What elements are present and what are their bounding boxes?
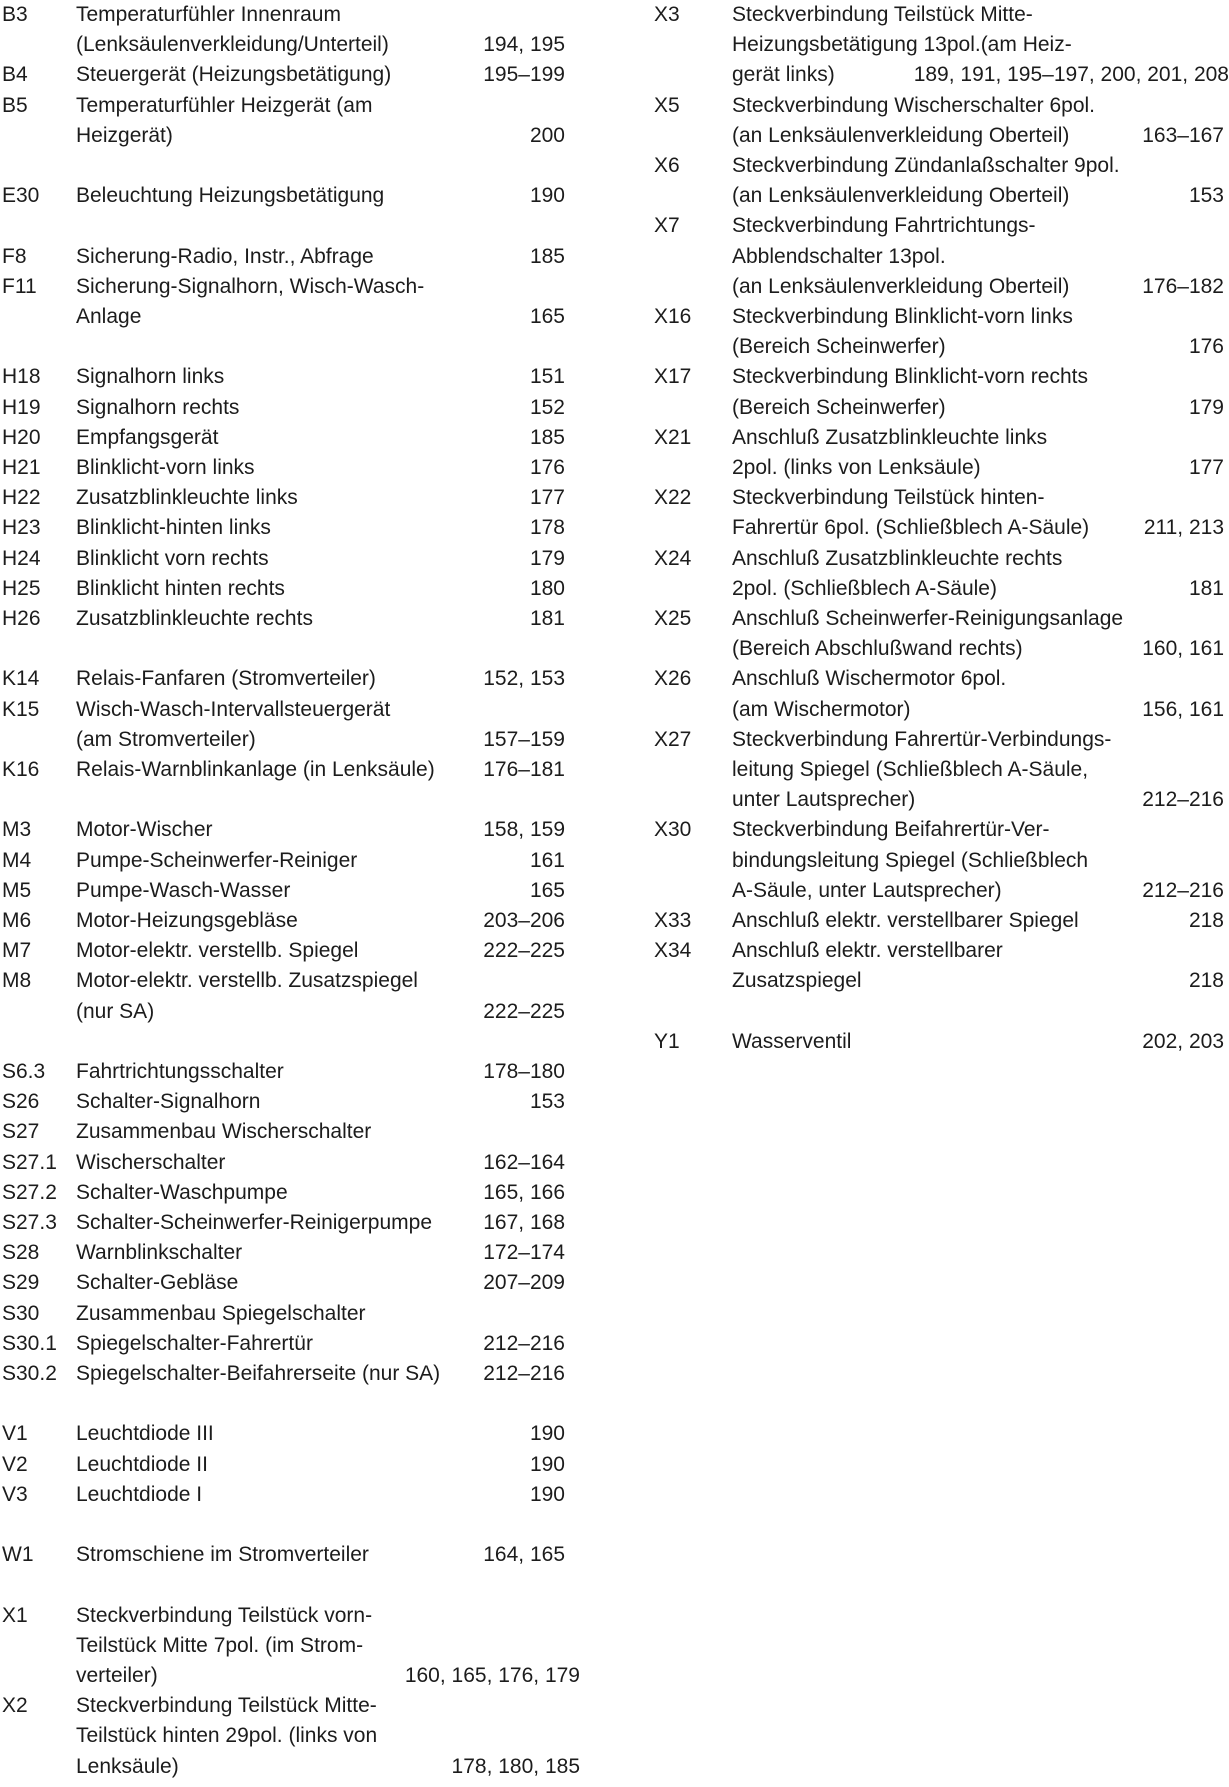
index-entry	[652, 544, 1229, 604]
entry-pages: 152	[529, 395, 565, 419]
entry-description-line: Steckverbindung Fahrtrichtungs-	[732, 214, 1036, 238]
entry-description-line: Wischerschalter	[76, 1150, 226, 1174]
entry-description-line: Blinklicht hinten rechts	[76, 576, 285, 600]
entry-description-line: Blinklicht-hinten links	[76, 516, 271, 540]
entry-pages: 176	[529, 456, 565, 479]
entry-pages: 153	[529, 1090, 565, 1114]
entry-description-line: Fahrertür 6pol. (Schließblech A-Säule)	[732, 516, 1090, 540]
entry-description-line: verteiler)	[76, 1663, 158, 1687]
entry-pages: 212–216	[1142, 878, 1224, 902]
entry-code: F8	[2, 244, 27, 268]
index-entry	[0, 1691, 590, 1782]
index-entry	[652, 725, 1229, 816]
entry-pages: 160, 161	[1142, 637, 1224, 661]
entry-description-line: Wasserventil	[732, 1029, 852, 1053]
entry-description-line: Signalhorn rechts	[76, 395, 240, 419]
entry-description-line: (Bereich Abschlußwand rechts)	[732, 637, 1023, 661]
entry-description-line: Anschluß Wischermotor 6pol.	[732, 667, 1007, 691]
entry-description-line: Zusammenbau Wischerschalter	[76, 1120, 372, 1144]
entry-pages: 165	[529, 304, 565, 328]
entry-description-line: Blinklicht-vorn links	[76, 456, 255, 479]
entry-code: M7	[2, 939, 32, 963]
entry-description-line: Steckverbindung Wischerschalter 6pol.	[732, 93, 1096, 117]
index-entry	[0, 453, 590, 483]
entry-code: S27.2	[2, 1180, 57, 1204]
index-entry	[0, 1238, 590, 1268]
index-entry	[0, 1057, 590, 1087]
index-entry	[0, 362, 590, 392]
index-entry	[0, 966, 590, 1026]
entry-code: K16	[2, 758, 40, 781]
index-entry	[0, 1329, 590, 1359]
entry-code: M4	[2, 848, 32, 872]
entry-pages: 180	[529, 576, 565, 600]
entry-description-line: (an Lenksäulenverkleidung Oberteil)	[732, 274, 1070, 298]
entry-code: V3	[2, 1482, 28, 1506]
entry-description-line: Teilstück Mitte 7pol. (im Strom-	[76, 1633, 364, 1657]
index-entry	[0, 1268, 590, 1298]
entry-code: V1	[2, 1422, 28, 1446]
entry-description-line: Heizungsbetätigung 13pol.(am Heiz-	[732, 33, 1072, 57]
index-entry	[0, 393, 590, 423]
entry-pages: 151	[529, 365, 565, 389]
index-entry	[0, 513, 590, 543]
index-entry	[652, 664, 1229, 724]
entry-description-line: Heizgerät)	[76, 123, 173, 147]
entry-code: B3	[2, 3, 28, 26]
entry-description-line: Motor-Wischer	[76, 818, 213, 842]
entry-code: X6	[654, 154, 680, 177]
entry-code: H24	[2, 546, 41, 570]
entry-pages: 165, 166	[483, 1180, 565, 1204]
entry-code: H25	[2, 576, 41, 600]
entry-pages: 211, 213	[1143, 516, 1224, 540]
index-entry	[652, 151, 1229, 211]
entry-description-line: Zusammenbau Spiegelschalter	[76, 1301, 366, 1325]
entry-description-line: Anschluß elektr. verstellbarer Spiegel	[732, 909, 1079, 932]
entry-pages: 178, 180, 185	[451, 1754, 580, 1778]
index-entry	[652, 1027, 1229, 1057]
index-entry	[0, 1480, 590, 1510]
entry-pages: 176–181	[483, 758, 565, 781]
entry-code: S27.3	[2, 1211, 57, 1234]
entry-description-line: Relais-Fanfaren (Stromverteiler)	[76, 667, 376, 691]
entry-description-line: Beleuchtung Heizungsbetätigung	[76, 184, 385, 208]
entry-pages: 177	[529, 486, 565, 510]
entry-description-line: Sicherung-Radio, Instr., Abfrage	[76, 244, 374, 268]
index-entry	[0, 604, 590, 634]
entry-code: H19	[2, 395, 41, 419]
entry-code: M8	[2, 969, 32, 993]
index-entry	[652, 211, 1229, 302]
entry-description-line: Schalter-Scheinwerfer-Reinigerpumpe	[76, 1211, 432, 1234]
entry-pages: 178–180	[483, 1060, 565, 1083]
entry-pages: 176	[1188, 335, 1224, 359]
entry-description-line: Steckverbindung Teilstück Mitte-	[76, 1694, 377, 1718]
entry-pages: 212–216	[483, 1331, 565, 1355]
entry-pages: 195–199	[483, 63, 565, 87]
index-entry	[0, 1208, 590, 1238]
entry-description-line: Motor-Heizungsgebläse	[76, 909, 298, 932]
index-entry	[0, 695, 590, 755]
entry-description-line: Wisch-Wasch-Intervallsteuergerät	[76, 697, 391, 721]
entry-code: W1	[2, 1543, 34, 1567]
index-entry	[0, 181, 590, 211]
entry-pages: 218	[1188, 909, 1224, 932]
entry-description-line: Steckverbindung Teilstück hinten-	[732, 486, 1045, 510]
entry-code: S30.1	[2, 1331, 57, 1355]
entry-pages: 190	[529, 184, 565, 208]
entry-code: X5	[654, 93, 680, 117]
entry-description-line: Temperaturfühler Innenraum	[76, 3, 341, 26]
entry-pages: 190	[529, 1482, 565, 1506]
entry-description-line: gerät links)	[732, 63, 835, 87]
entry-code: H22	[2, 486, 41, 510]
entry-code: S28	[2, 1241, 40, 1265]
index-entry	[0, 272, 590, 332]
entry-description-line: (Bereich Scheinwerfer)	[732, 335, 946, 359]
index-entry	[652, 0, 1229, 91]
index-entry	[0, 1299, 590, 1329]
entry-code: X1	[2, 1603, 28, 1627]
entry-description-line: Leuchtdiode I	[76, 1482, 203, 1506]
entry-pages: 200	[529, 123, 565, 147]
entry-description-line: (Bereich Scheinwerfer)	[732, 395, 946, 419]
entry-pages: 153	[1188, 184, 1224, 208]
entry-description-line: Spiegelschalter-Fahrertür	[76, 1331, 313, 1355]
entry-code: K15	[2, 697, 40, 721]
entry-description-line: Zusatzblinkleuchte links	[76, 486, 298, 510]
entry-pages: 172–174	[483, 1241, 565, 1265]
entry-description-line: Teilstück hinten 29pol. (links von	[76, 1724, 378, 1748]
entry-pages: 212–216	[1142, 788, 1224, 812]
index-entry	[0, 242, 590, 272]
entry-description-line: Schalter-Waschpumpe	[76, 1180, 288, 1204]
entry-description-line: (an Lenksäulenverkleidung Oberteil)	[732, 184, 1070, 208]
index-entry	[652, 423, 1229, 483]
index-entry	[652, 302, 1229, 362]
entry-pages: 158, 159	[483, 818, 565, 842]
entry-code: H21	[2, 456, 41, 479]
entry-code: M5	[2, 878, 32, 902]
entry-code: K14	[2, 667, 40, 691]
entry-pages: 185	[529, 244, 565, 268]
entry-code: M3	[2, 818, 32, 842]
index-entry	[0, 1450, 590, 1480]
entry-description-line: Schalter-Signalhorn	[76, 1090, 261, 1114]
entry-description-line: Anschluß Zusatzblinkleuchte rechts	[732, 546, 1063, 570]
entry-pages: 189, 191, 195–197, 200, 201, 208	[913, 63, 1229, 87]
index-entry	[0, 544, 590, 574]
entry-description-line: leitung Spiegel (Schließblech A-Säule,	[732, 757, 1089, 781]
entry-code: X33	[654, 909, 692, 932]
entry-description-line: (nur SA)	[76, 999, 155, 1023]
entry-code: X26	[654, 667, 692, 691]
index-entry	[0, 755, 590, 785]
entry-pages: 161	[529, 848, 565, 872]
index-entry	[652, 91, 1229, 151]
entry-code: S30.2	[2, 1362, 57, 1385]
entry-description-line: Steckverbindung Zündanlaßschalter 9pol.	[732, 154, 1120, 177]
entry-code: X16	[654, 305, 692, 328]
entry-pages: 167, 168	[483, 1211, 565, 1234]
entry-pages: 163–167	[1142, 123, 1224, 147]
entry-description-line: Empfangsgerät	[76, 425, 219, 449]
index-entry	[0, 1148, 590, 1178]
entry-description-line: Blinklicht vorn rechts	[76, 546, 269, 570]
entry-code: H18	[2, 365, 41, 389]
entry-pages: 212–216	[483, 1362, 565, 1385]
entry-description-line: Anlage	[76, 304, 142, 328]
entry-code: S29	[2, 1271, 40, 1295]
entry-pages: 178	[529, 516, 565, 540]
entry-description-line: unter Lautsprecher)	[732, 788, 916, 812]
entry-code: X7	[654, 214, 680, 238]
entry-code: Y1	[654, 1029, 680, 1053]
entry-description-line: Steckverbindung Fahrertür-Verbindungs-	[732, 727, 1112, 751]
entry-code: X30	[654, 818, 692, 842]
index-entry	[652, 362, 1229, 422]
entry-pages: 179	[529, 546, 565, 570]
entry-code: M6	[2, 909, 32, 932]
entry-description-line: bindungsleitung Spiegel (Schließblech	[732, 848, 1089, 872]
entry-code: S27.1	[2, 1150, 57, 1174]
entry-description-line: (an Lenksäulenverkleidung Oberteil)	[732, 123, 1070, 147]
entry-code: V2	[2, 1452, 28, 1476]
entry-pages: 222–225	[483, 939, 565, 963]
entry-description-line: 2pol. (Schließblech A-Säule)	[732, 576, 997, 600]
entry-description-line: Pumpe-Wasch-Wasser	[76, 878, 291, 902]
entry-code: S6.3	[2, 1060, 46, 1083]
entry-pages: 165	[529, 878, 565, 902]
entry-code: B4	[2, 63, 28, 87]
entry-description-line: Sicherung-Signalhorn, Wisch-Wasch-	[76, 274, 425, 298]
index-entry	[652, 483, 1229, 543]
index-entry	[0, 1601, 590, 1692]
entry-code: X2	[2, 1694, 28, 1718]
entry-code: X21	[654, 425, 692, 449]
entry-description-line: Pumpe-Scheinwerfer-Reiniger	[76, 848, 358, 872]
entry-description-line: Stromschiene im Stromverteiler	[76, 1543, 369, 1567]
index-entry	[0, 1419, 590, 1449]
entry-description-line: (Lenksäulenverkleidung/Unterteil)	[76, 33, 389, 57]
entry-code: X22	[654, 486, 692, 510]
entry-pages: 202, 203	[1142, 1029, 1224, 1053]
entry-description-line: Anschluß Zusatzblinkleuchte links	[732, 425, 1048, 449]
entry-code: X17	[654, 365, 692, 389]
entry-pages: 185	[529, 425, 565, 449]
entry-description-line: 2pol. (links von Lenksäule)	[732, 455, 981, 479]
entry-pages: 157–159	[483, 727, 565, 751]
index-entry	[0, 1178, 590, 1208]
entry-pages: 181	[529, 607, 565, 630]
entry-pages: 162–164	[483, 1150, 565, 1174]
index-entry	[0, 483, 590, 513]
index-entry	[0, 0, 590, 60]
entry-description-line: A-Säule, unter Lautsprecher)	[732, 878, 1002, 902]
entry-code: X25	[654, 607, 692, 630]
entry-description-line: Warnblinkschalter	[76, 1241, 243, 1265]
entry-description-line: Steckverbindung Teilstück vorn-	[76, 1603, 373, 1627]
entry-code: H20	[2, 425, 41, 449]
entry-description-line: (am Stromverteiler)	[76, 727, 256, 751]
index-entry	[0, 91, 590, 151]
entry-pages: 218	[1188, 969, 1224, 993]
entry-code: B5	[2, 93, 28, 117]
entry-pages: 176–182	[1142, 274, 1224, 298]
entry-description-line: Steckverbindung Blinklicht-vorn rechts	[732, 365, 1088, 389]
entry-code: S26	[2, 1090, 40, 1114]
entry-description-line: Motor-elektr. verstellb. Zusatzspiegel	[76, 969, 418, 993]
entry-code: H23	[2, 516, 41, 540]
entry-pages: 156, 161	[1142, 697, 1224, 721]
entry-pages: 152, 153	[483, 667, 565, 691]
entry-description-line: Signalhorn links	[76, 365, 225, 389]
entry-code: X34	[654, 939, 692, 963]
entry-description-line: Steuergerät (Heizungsbetätigung)	[76, 63, 392, 87]
entry-pages: 181	[1188, 576, 1224, 600]
index-entry	[652, 604, 1229, 664]
entry-description-line: Abblendschalter 13pol.	[732, 244, 946, 268]
entry-code: X27	[654, 727, 692, 751]
index-entry	[0, 574, 590, 604]
entry-description-line: Schalter-Gebläse	[76, 1271, 239, 1295]
entry-code: X24	[654, 546, 692, 570]
entry-description-line: Leuchtdiode III	[76, 1422, 214, 1446]
entry-description-line: Anschluß elektr. verstellbarer	[732, 939, 1003, 963]
entry-description-line: Relais-Warnblinkanlage (in Lenksäule)	[76, 758, 435, 781]
entry-code: S27	[2, 1120, 40, 1144]
index-entry	[0, 664, 590, 694]
entry-pages: 207–209	[483, 1271, 565, 1295]
entry-pages: 179	[1188, 395, 1224, 419]
entry-description-line: Anschluß Scheinwerfer-Reinigungsanlage	[732, 607, 1124, 630]
entry-description-line: Spiegelschalter-Beifahrerseite (nur SA)	[76, 1362, 441, 1385]
entry-description-line: Steckverbindung Teilstück Mitte-	[732, 3, 1033, 26]
index-entry	[0, 1117, 590, 1147]
entry-code: F11	[2, 274, 37, 298]
entry-description-line: Fahrtrichtungsschalter	[76, 1060, 284, 1083]
index-entry	[0, 1087, 590, 1117]
index-entry	[0, 1540, 590, 1570]
entry-description-line: Steckverbindung Blinklicht-vorn links	[732, 305, 1073, 328]
entry-pages: 164, 165	[483, 1543, 565, 1567]
entry-description-line: Motor-elektr. verstellb. Spiegel	[76, 939, 359, 963]
entry-description-line: Lenksäule)	[76, 1754, 179, 1778]
index-entry	[0, 876, 590, 906]
index-entry	[0, 906, 590, 936]
entry-pages: 194, 195	[483, 33, 565, 57]
index-entry	[652, 936, 1229, 996]
entry-pages: 190	[529, 1422, 565, 1446]
entry-description-line: Leuchtdiode II	[76, 1452, 208, 1476]
entry-description-line: Steckverbindung Beifahrertür-Ver-	[732, 818, 1050, 842]
index-entry	[0, 1359, 590, 1389]
index-entry	[0, 60, 590, 90]
entry-code: S30	[2, 1301, 40, 1325]
entry-code: X3	[654, 3, 680, 26]
entry-code: E30	[2, 184, 40, 208]
index-entry	[0, 423, 590, 453]
entry-pages: 222–225	[483, 999, 565, 1023]
entry-pages: 190	[529, 1452, 565, 1476]
entry-description-line: Zusatzblinkleuchte rechts	[76, 607, 313, 630]
entry-pages: 177	[1188, 455, 1224, 479]
entry-pages: 160, 165, 176, 179	[404, 1663, 580, 1687]
index-entry	[0, 815, 590, 845]
entry-description-line: Temperaturfühler Heizgerät (am	[76, 93, 373, 117]
index-entry	[652, 906, 1229, 936]
index-entry	[652, 815, 1229, 906]
entry-pages: 203–206	[483, 909, 565, 932]
index-entry	[0, 936, 590, 966]
entry-code: H26	[2, 607, 41, 630]
index-entry	[0, 846, 590, 876]
entry-description-line: (am Wischermotor)	[732, 697, 911, 721]
entry-description-line: Zusatzspiegel	[732, 969, 862, 993]
